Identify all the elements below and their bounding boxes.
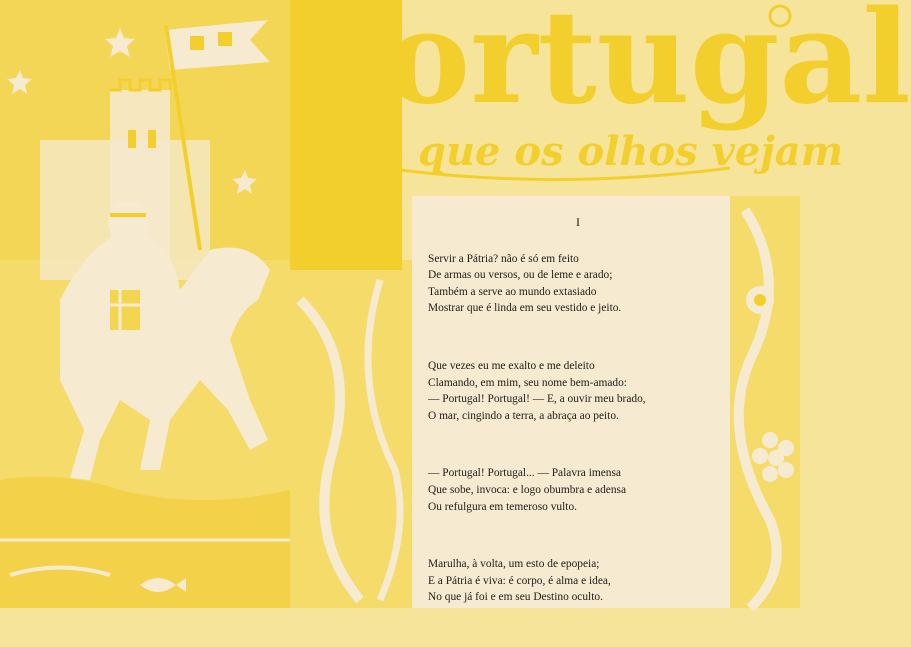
stanza-2 xyxy=(428,358,728,424)
poem xyxy=(428,214,728,647)
poem-line: E a Pátria é viva: é corpo, é alma e idea, xyxy=(428,574,611,587)
stanza-3 xyxy=(428,465,728,515)
poem-numeral: I xyxy=(576,215,580,229)
poem-line: No que já foi e em seu Destino oculto. xyxy=(428,591,603,604)
poem-line: Ou refulgura em temeroso vulto. xyxy=(428,500,577,513)
poem-panel xyxy=(412,196,730,608)
poem-line: — Portugal! Portugal... — Palavra imensa xyxy=(428,467,621,480)
poem-line: Servir a Pátria? não é só em feito xyxy=(428,252,579,265)
poem-line: Que sobe, invoca: e logo obumbra e adensa xyxy=(428,483,627,496)
stanza-1 xyxy=(428,251,728,317)
poem-line: Mostrar que é linda em seu vestido e jeito. xyxy=(428,302,622,315)
poem-line: O mar, cingindo a terra, a abraça ao peito. xyxy=(428,409,619,422)
page-subtitle: que os olhos vejam xyxy=(418,128,844,175)
page-title: Portugal xyxy=(292,0,911,133)
poem-line: De armas ou versos, ou de leme e arado; xyxy=(428,269,613,282)
poem-line: — Portugal! Portugal! — E, a ouvir meu brado, xyxy=(428,393,646,406)
poem-line: Que vezes eu me exalto e me deleito xyxy=(428,359,595,372)
poem-line: Clamando, em mim, seu nome bem-amado: xyxy=(428,376,627,389)
poem-line: Também a serve ao mundo extasiado xyxy=(428,285,597,298)
flower-icon xyxy=(746,286,774,314)
stanza-4 xyxy=(428,556,728,606)
poem-line: Marulha, à volta, um esto de epopeia; xyxy=(428,558,600,571)
